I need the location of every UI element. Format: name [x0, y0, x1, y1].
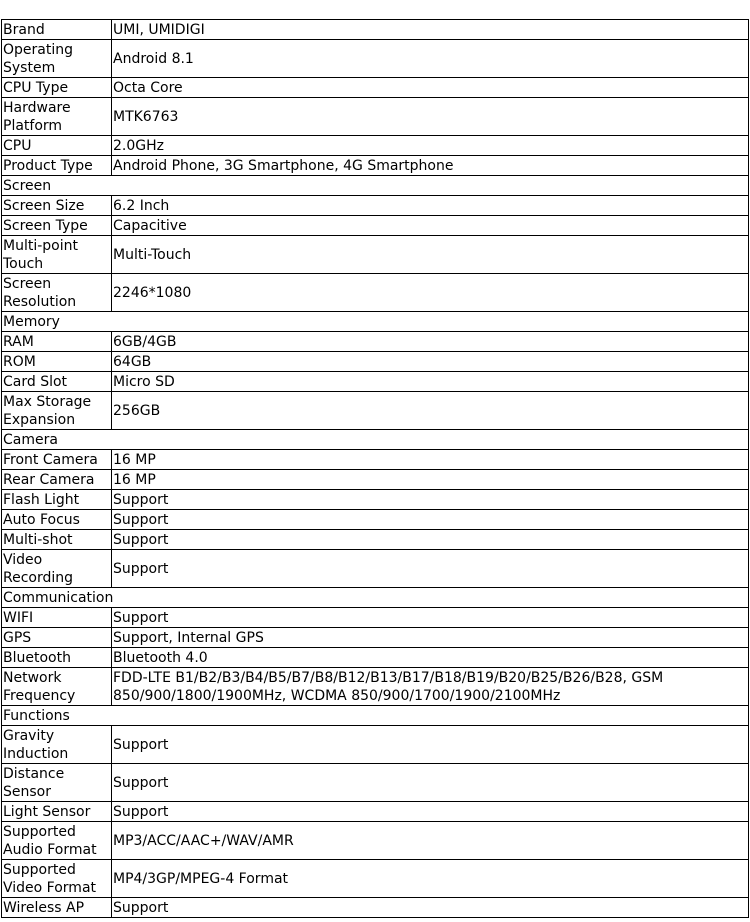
- spec-label: Operating System: [2, 40, 112, 78]
- spec-value: Capacitive: [112, 216, 749, 236]
- section-title: Communication: [2, 588, 749, 608]
- spec-row: [2, 136, 749, 156]
- spec-row: [2, 898, 749, 918]
- spec-row: [2, 274, 749, 312]
- spec-value: Support: [112, 510, 749, 530]
- spec-row: [2, 216, 749, 236]
- spec-value: 16 MP: [112, 450, 749, 470]
- spec-label: Video Recording: [2, 550, 112, 588]
- spec-label: Supported Audio Format: [2, 822, 112, 860]
- spec-value: Bluetooth 4.0: [112, 648, 749, 668]
- spec-label: Screen Resolution: [2, 274, 112, 312]
- spec-row: [2, 802, 749, 822]
- spec-value: Support: [112, 490, 749, 510]
- spec-label: WIFI: [2, 608, 112, 628]
- spec-row: [2, 648, 749, 668]
- spec-row: [2, 668, 749, 706]
- spec-label: Max Storage Expansion: [2, 392, 112, 430]
- spec-row: [2, 98, 749, 136]
- spec-label: Front Camera: [2, 450, 112, 470]
- spec-label: Multi-point Touch: [2, 236, 112, 274]
- spec-row: [2, 392, 749, 430]
- spec-row: [2, 450, 749, 470]
- spec-value: 6GB/4GB: [112, 332, 749, 352]
- spec-label: Gravity Induction: [2, 726, 112, 764]
- spec-label: CPU: [2, 136, 112, 156]
- spec-row: [2, 372, 749, 392]
- spec-row: [2, 822, 749, 860]
- section-header-row: [2, 312, 749, 332]
- spec-value: Support: [112, 802, 749, 822]
- spec-row: [2, 726, 749, 764]
- spec-value: Android Phone, 3G Smartphone, 4G Smartphone: [112, 156, 749, 176]
- spec-row: [2, 156, 749, 176]
- spec-value: MTK6763: [112, 98, 749, 136]
- spec-row: [2, 236, 749, 274]
- spec-row: [2, 764, 749, 802]
- spec-row: [2, 352, 749, 372]
- spec-row: [2, 530, 749, 550]
- spec-label: Wireless AP: [2, 898, 112, 918]
- spec-label: Screen Size: [2, 196, 112, 216]
- spec-value: Multi-Touch: [112, 236, 749, 274]
- section-title: Screen: [2, 176, 749, 196]
- spec-label: Network Frequency: [2, 668, 112, 706]
- spec-label: Auto Focus: [2, 510, 112, 530]
- spec-table-body: [2, 20, 749, 918]
- spec-label: GPS: [2, 628, 112, 648]
- spec-row: [2, 490, 749, 510]
- spec-label: Flash Light: [2, 490, 112, 510]
- spec-row: [2, 332, 749, 352]
- section-title: Camera: [2, 430, 749, 450]
- spec-value: Support: [112, 530, 749, 550]
- spec-label: Light Sensor: [2, 802, 112, 822]
- spec-value: Support, Internal GPS: [112, 628, 749, 648]
- spec-row: [2, 608, 749, 628]
- spec-row: [2, 550, 749, 588]
- section-title: Functions: [2, 706, 749, 726]
- spec-value: 16 MP: [112, 470, 749, 490]
- spec-value: MP3/ACC/AAC+/WAV/AMR: [112, 822, 749, 860]
- spec-row: [2, 40, 749, 78]
- spec-value: Android 8.1: [112, 40, 749, 78]
- spec-value: 64GB: [112, 352, 749, 372]
- spec-value: UMI, UMIDIGI: [112, 20, 749, 40]
- spec-value: Micro SD: [112, 372, 749, 392]
- spec-row: [2, 628, 749, 648]
- section-header-row: [2, 588, 749, 608]
- spec-row: [2, 510, 749, 530]
- spec-row: [2, 860, 749, 898]
- spec-value: MP4/3GP/MPEG-4 Format: [112, 860, 749, 898]
- spec-label: ROM: [2, 352, 112, 372]
- spec-value: FDD-LTE B1/B2/B3/B4/B5/B7/B8/B12/B13/B17/B18/B19/B20/B25/B26/B28, GSM 850/900/1800/1900MHz, WCDMA 850/900/1700/1900/2100MHz: [112, 668, 749, 706]
- spec-label: Brand: [2, 20, 112, 40]
- spec-label: Product Type: [2, 156, 112, 176]
- spec-value: 6.2 Inch: [112, 196, 749, 216]
- spec-value: 256GB: [112, 392, 749, 430]
- spec-label: CPU Type: [2, 78, 112, 98]
- spec-value: Support: [112, 608, 749, 628]
- spec-label: Rear Camera: [2, 470, 112, 490]
- section-header-row: [2, 706, 749, 726]
- spec-label: Distance Sensor: [2, 764, 112, 802]
- spec-row: [2, 20, 749, 40]
- section-header-row: [2, 430, 749, 450]
- spec-row: [2, 196, 749, 216]
- spec-label: Supported Video Format: [2, 860, 112, 898]
- section-title: Memory: [2, 312, 749, 332]
- spec-label: Bluetooth: [2, 648, 112, 668]
- spec-label: RAM: [2, 332, 112, 352]
- spec-value: 2.0GHz: [112, 136, 749, 156]
- spec-value: Support: [112, 898, 749, 918]
- spec-label: Hardware Platform: [2, 98, 112, 136]
- spec-table: [1, 19, 749, 918]
- spec-value: 2246*1080: [112, 274, 749, 312]
- spec-value: Support: [112, 726, 749, 764]
- spec-value: Support: [112, 764, 749, 802]
- spec-value: Octa Core: [112, 78, 749, 98]
- section-header-row: [2, 176, 749, 196]
- spec-row: [2, 470, 749, 490]
- spec-row: [2, 78, 749, 98]
- spec-label: Card Slot: [2, 372, 112, 392]
- spec-label: Screen Type: [2, 216, 112, 236]
- spec-label: Multi-shot: [2, 530, 112, 550]
- spec-value: Support: [112, 550, 749, 588]
